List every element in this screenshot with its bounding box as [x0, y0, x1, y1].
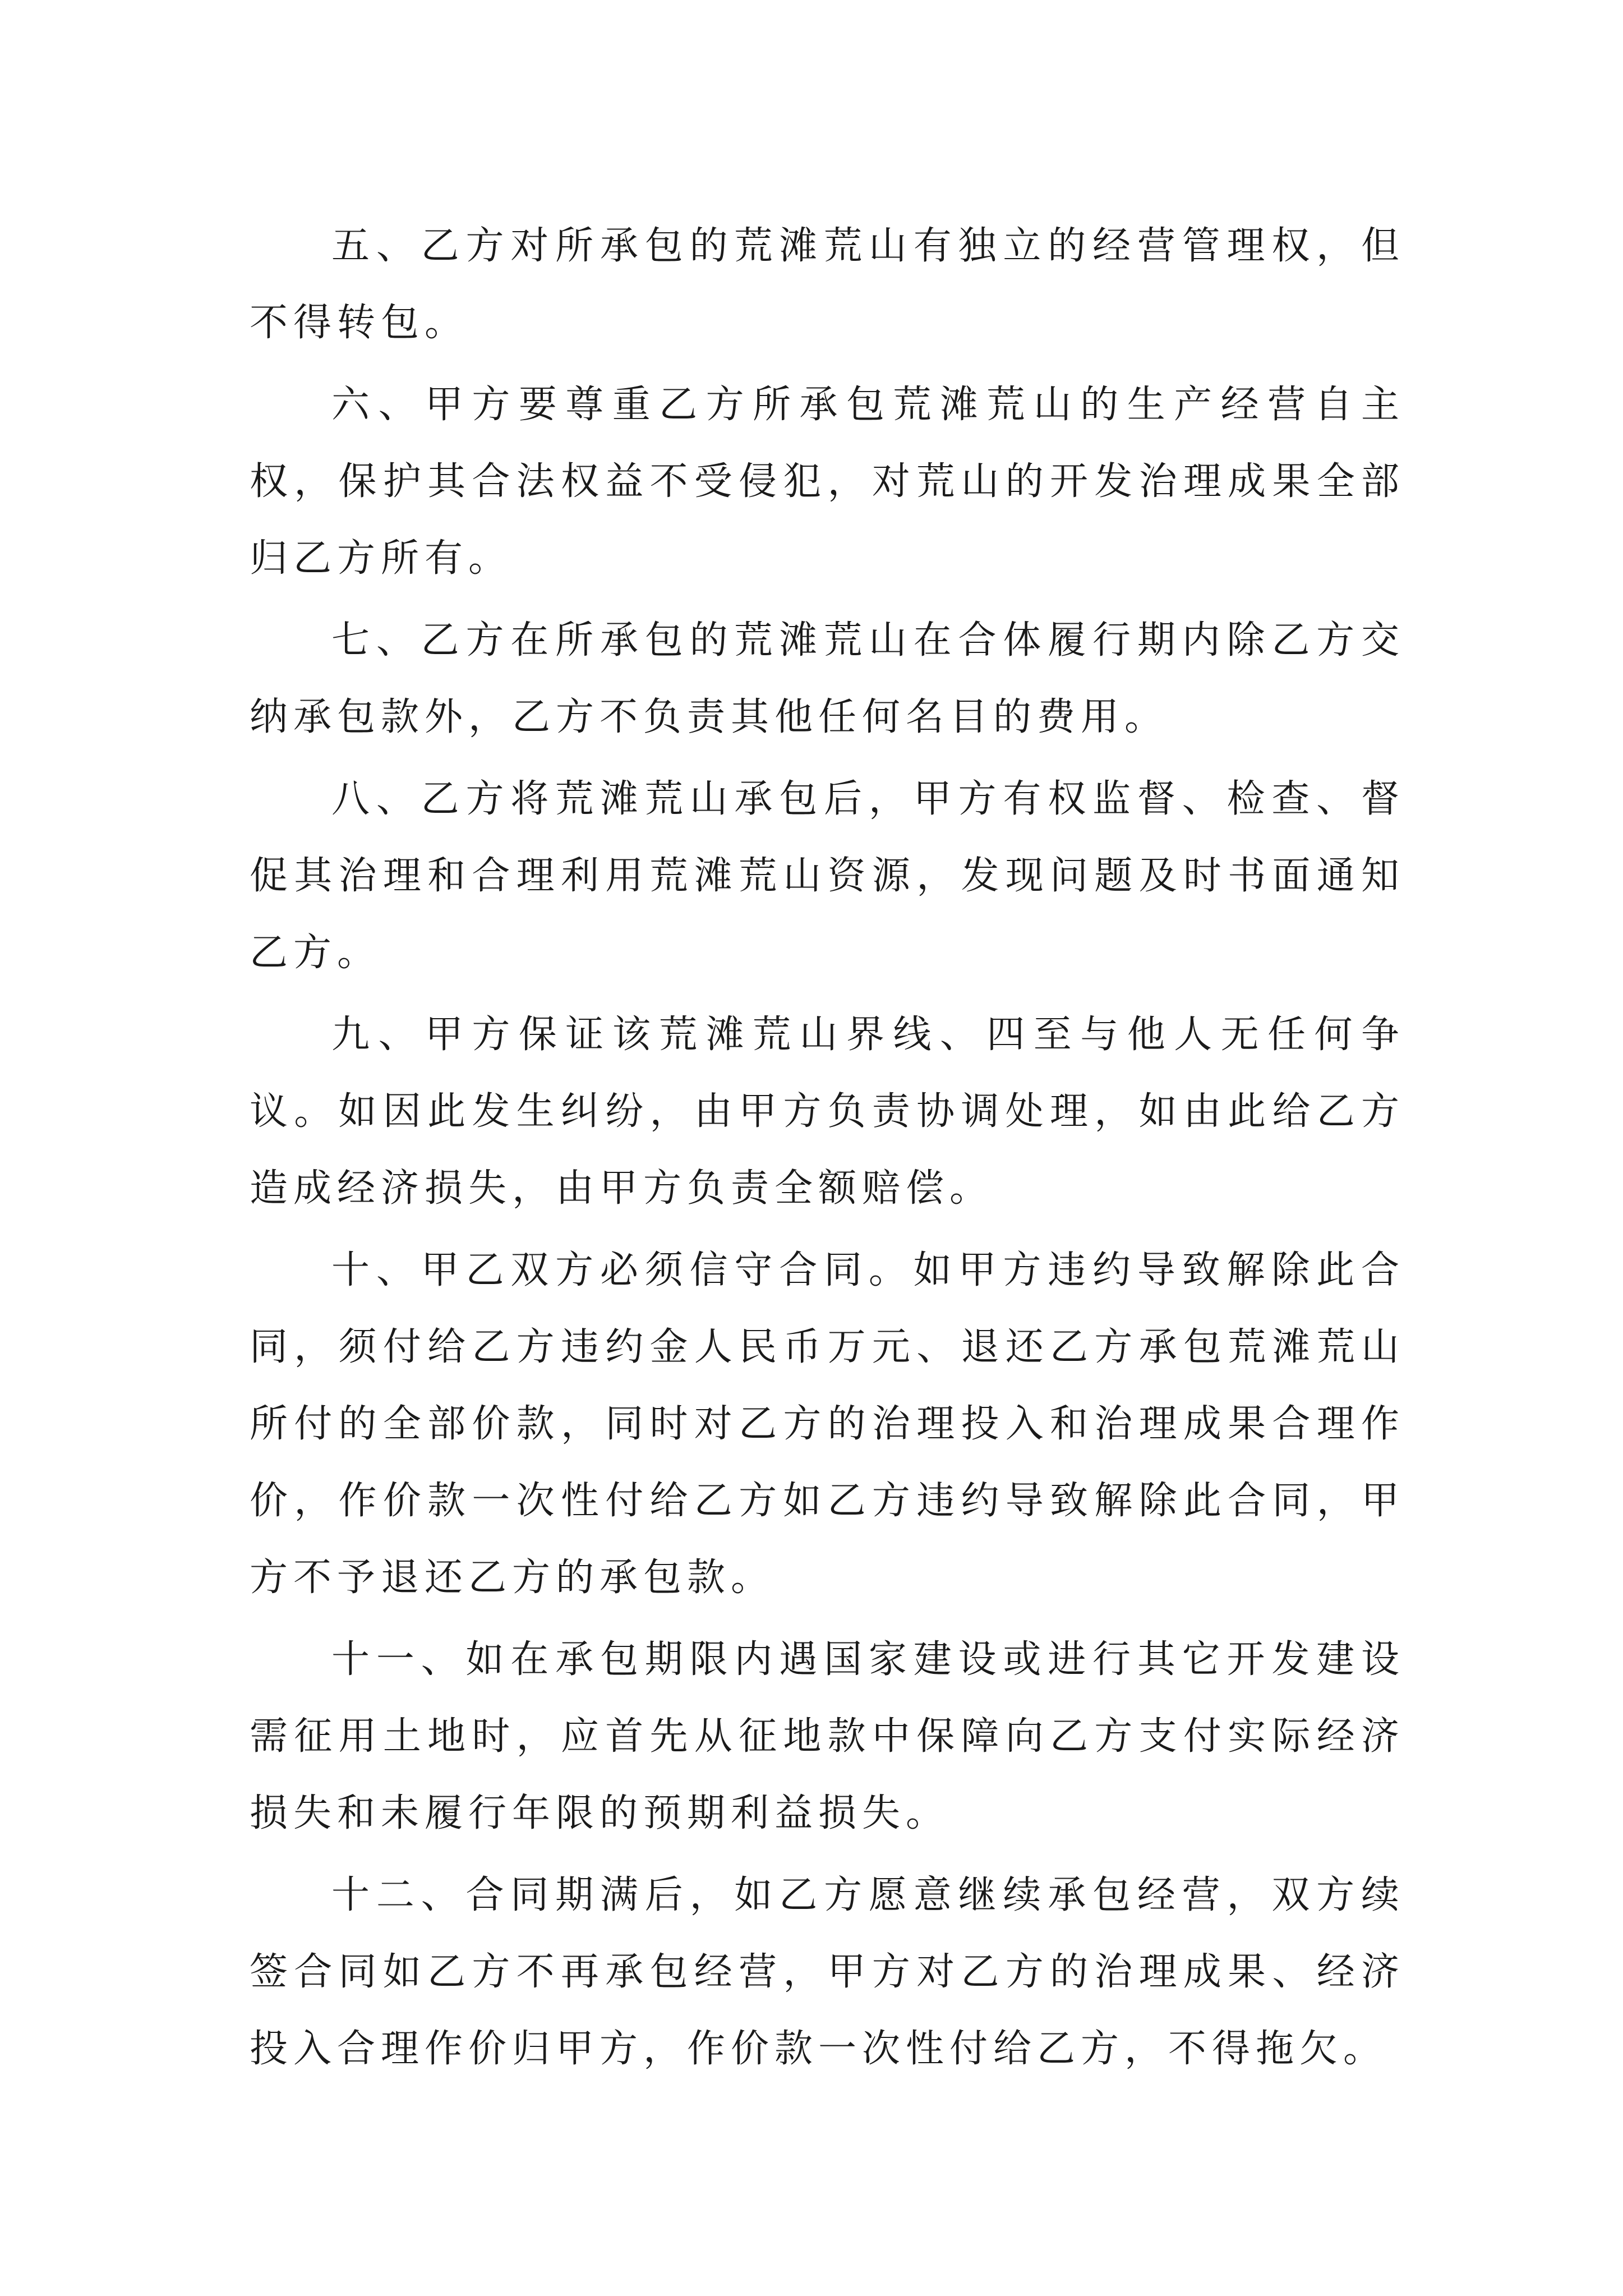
clause-5: 五、乙方对所承包的荒滩荒山有独立的经营管理权，但不得转包。: [250, 224, 1405, 345]
clause-8: 八、乙方将荒滩荒山承包后，甲方有权监督、检查、督促其治理和合理利用荒滩荒山资源，发现问题及时书面通知乙方。: [250, 777, 1405, 975]
clause-9: 九、甲方保证该荒滩荒山界线、四至与他人无任何争议。如因此发生纠纷，由甲方负责协调处理，如由此给乙方造成经济损失，由甲方负责全额赔偿。: [250, 1013, 1405, 1211]
clause-6: 六、甲方要尊重乙方所承包荒滩荒山的生产经营自主权，保护其合法权益不受侵犯，对荒山的开发治理成果全部归乙方所有。: [250, 383, 1405, 581]
clause-10: 十、甲乙双方必须信守合同。如甲方违约导致解除此合同，须付给乙方违约金人民币万元、退还乙方承包荒滩荒山所付的全部价款，同时对乙方的治理投入和治理成果合理作价，作价款一次性付给乙方如乙方违约导致解除此合同，甲方不予退还乙方的承包款。: [250, 1248, 1405, 1600]
document-body: [250, 208, 1405, 2092]
clause-12: 十二、合同期满后，如乙方愿意继续承包经营，双方续签合同如乙方不再承包经营，甲方对乙方的治理成果、经济投入合理作价归甲方，作价款一次性付给乙方，不得拖欠。: [250, 1873, 1405, 2071]
clause-7: 七、乙方在所承包的荒滩荒山在合体履行期内除乙方交纳承包款外，乙方不负责其他任何名目的费用。: [250, 618, 1405, 739]
clause-11: 十一、如在承包期限内遇国家建设或进行其它开发建设需征用土地时，应首先从征地款中保障向乙方支付实际经济损失和未履行年限的预期利益损失。: [250, 1637, 1405, 1835]
